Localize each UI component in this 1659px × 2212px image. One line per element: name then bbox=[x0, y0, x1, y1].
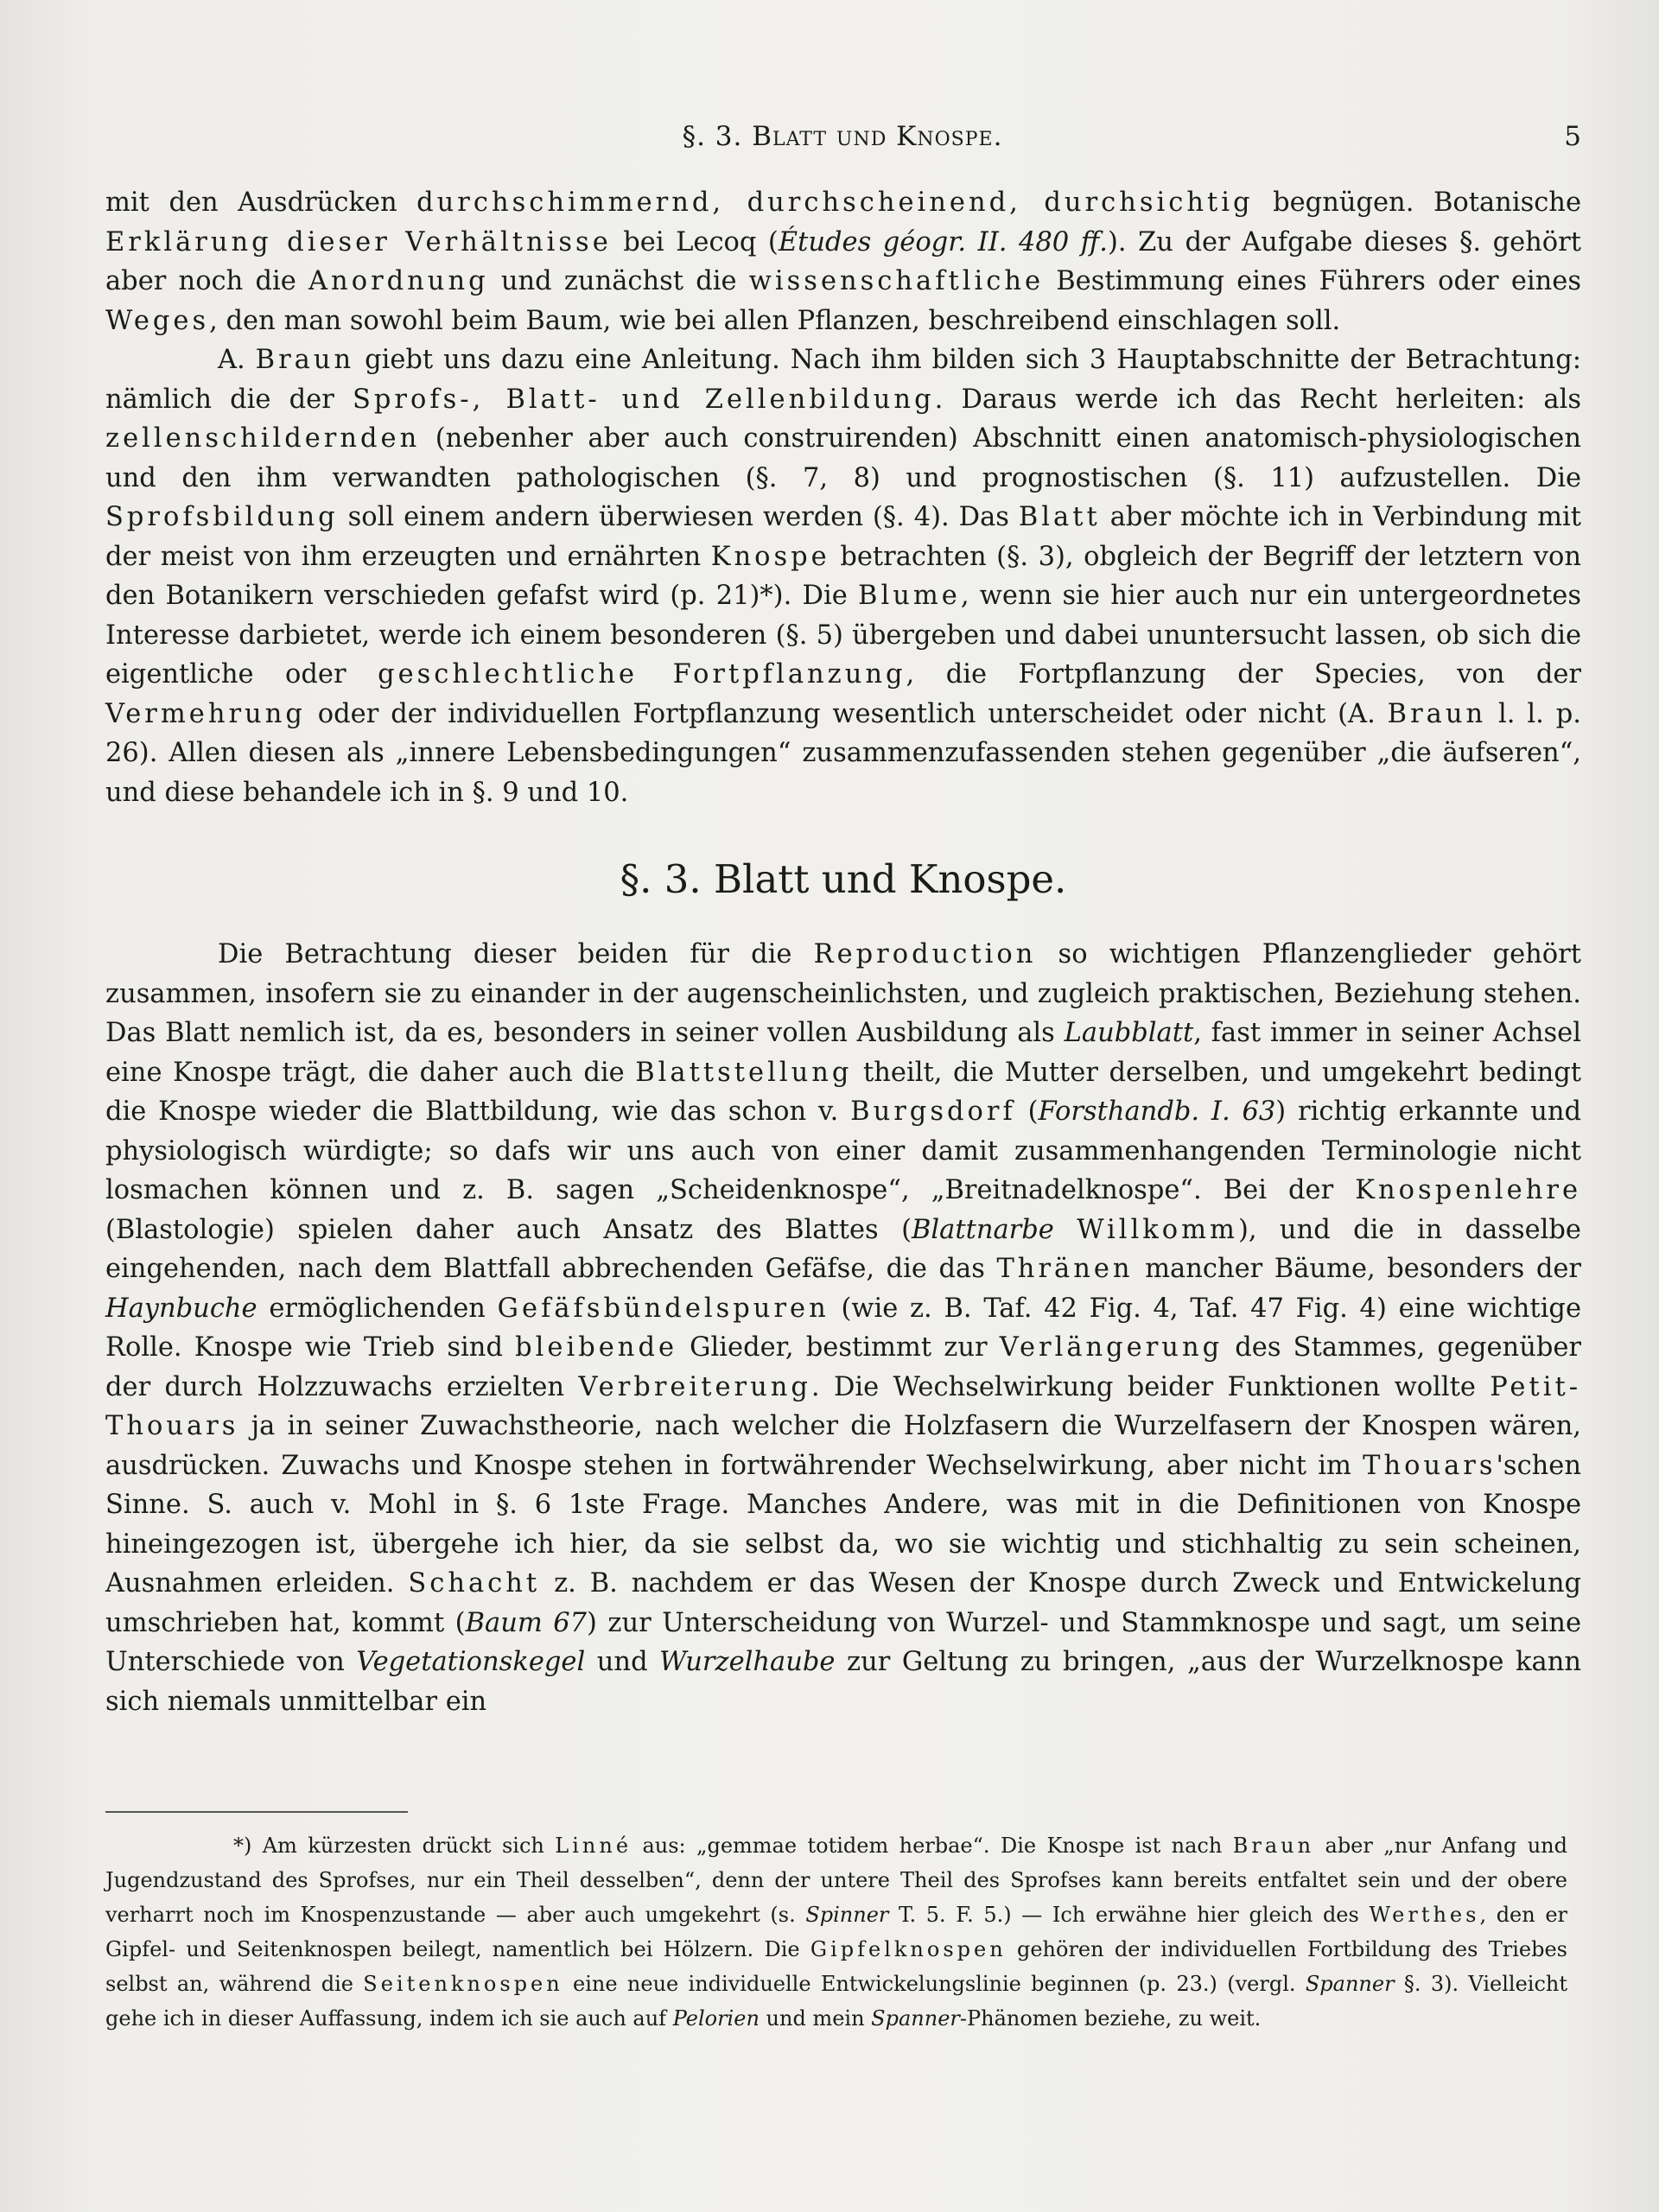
text-run: 'schen Sinne. S. auch v. Mohl in §. 6 1ste Frage. Manches Andere, was mit in die Definitionen von Knospe hineingezogen ist, übergehe ich hier, da sie selbst da, wo sie wichtig und stichhaltig zu sein scheinen, Ausnahmen erleiden. bbox=[105, 1450, 1581, 1599]
text-run: ) richtig erkannte und physiologisch würdigte; so dafs wir uns auch von einer damit zusammenhangenden Terminologie nicht losmachen können und z. B. sagen „Scheidenknospe“, „Breitnadelknospe“. Bei der bbox=[105, 1096, 1582, 1205]
text-run: soll einem andern überwiesen werden (§. 4). Das bbox=[338, 502, 1019, 532]
text-run: aus: „gemmae totidem herbae“. Die Knospe ist nach bbox=[632, 1834, 1233, 1858]
paragraph-1 bbox=[105, 183, 1581, 340]
text-run: zur Geltung zu bringen, „aus der Wurzelknospe kann sich niemals unmittelbar ein bbox=[105, 1647, 1581, 1717]
text-run: mit den Ausdrücken bbox=[105, 188, 417, 218]
spaced-text: Blume bbox=[858, 581, 961, 611]
spaced-text: Gipfelknospen bbox=[810, 1937, 1007, 1961]
italic-text: Spinner bbox=[805, 1903, 889, 1927]
spaced-text: Sprofsbildung bbox=[105, 502, 339, 532]
spaced-text: Blattstellung bbox=[635, 1057, 853, 1088]
text-run: , wenn sie hier auch nur ein untergeordnetes Interesse darbietet, werde ich einem besonderen (§. 5) übergeben und dabei ununtersucht lassen, ob sich die eigentliche oder bbox=[105, 581, 1581, 690]
text-run: ), und die in dasselbe eingehenden, nach dem Blattfall abbrechenden Gefäfse, die das bbox=[105, 1214, 1581, 1284]
text-run: so wichtigen Pflanzenglieder gehört zusammen, insofern sie zu einander in der augenscheinlichsten, und zugleich praktischen, Beziehung stehen. Das Blatt nemlich ist, da es, besonders in seiner vollen Ausbildung als bbox=[105, 939, 1582, 1048]
paragraph-3 bbox=[105, 935, 1581, 1721]
spaced-text: durchschimmernd, durchscheinend, durchsichtig bbox=[416, 188, 1254, 218]
text-run: (nebenher aber auch construirenden) Abschnitt einen anatomisch-physiologischen und den ihm verwandten pathologischen (§. 7, 8) und prognostischen (§. 11) aufzustellen. Die bbox=[105, 423, 1581, 493]
text-run: gehören der individuellen Fortbildung des Triebes selbst an, während die bbox=[105, 1937, 1567, 1996]
italic-text: Blattnarbe bbox=[911, 1214, 1054, 1245]
spaced-text: Schacht bbox=[408, 1568, 541, 1599]
spaced-text: Braun bbox=[1232, 1834, 1315, 1858]
text-run: und bbox=[585, 1647, 660, 1677]
spaced-text: Verlängerung bbox=[999, 1332, 1224, 1363]
italic-text: Wurzelhaube bbox=[659, 1647, 836, 1677]
text-run: des Stammes, gegenüber der durch Holzzuwachs erzielten bbox=[105, 1332, 1581, 1402]
text-run: und zunächst die bbox=[488, 266, 749, 296]
text-run: (Blastologie) spielen daher auch Ansatz des Blattes ( bbox=[105, 1214, 912, 1245]
spaced-text: Anordnung bbox=[308, 266, 489, 296]
text-run: l. l. p. 26). Allen diesen als „innere Lebensbedingungen“ zusammenzufassenden stehen gegenüber „die äufseren“, und diese behandele ich in §. 9 und 10. bbox=[105, 698, 1581, 808]
text-run: , fast immer in seiner Achsel eine Knospe trägt, die daher auch die bbox=[105, 1018, 1581, 1088]
text-run: ja in seiner Zuwachstheorie, nach welcher die Holzfasern die Wurzelfasern der Knospen wären, ausdrücken. Zuwachs und Knospe stehen in fortwährender Wechselwirkung, aber nicht im bbox=[105, 1411, 1581, 1481]
italic-text: Baum 67 bbox=[465, 1607, 588, 1638]
spaced-text: Verbreiterung bbox=[578, 1371, 811, 1402]
text-run: . Daraus werde ich das Recht herleiten: als bbox=[934, 384, 1581, 415]
spaced-text: Willkomm bbox=[1077, 1214, 1238, 1245]
spaced-text: Erklärung dieser Verhältnisse bbox=[105, 226, 612, 257]
text-run: theilt, die Mutter derselben, und umgekehrt bedingt die Knospe wieder die Blattbildung, wie das schon v. bbox=[105, 1057, 1581, 1127]
text-run bbox=[1054, 1215, 1077, 1245]
text-run: , den man sowohl beim Baum, wie bei allen Pflanzen, beschreibend einschlagen soll. bbox=[209, 305, 1341, 336]
text-run: bei Lecoq ( bbox=[611, 226, 779, 257]
italic-text: Études géogr. II. 480 ff. bbox=[778, 226, 1108, 257]
text-run: z. B. nachdem er das Wesen der Knospe durch Zweck und Entwickelung umschrieben hat, kommt ( bbox=[105, 1568, 1581, 1638]
italic-text: Forsthandb. I. 63 bbox=[1038, 1096, 1276, 1127]
spaced-text: Burgsdorf bbox=[850, 1096, 1016, 1127]
text-run: mancher Bäume, besonders der bbox=[1133, 1254, 1582, 1284]
main-text bbox=[105, 183, 1581, 1721]
text-run: begnügen. Botanische bbox=[1253, 188, 1581, 218]
spaced-text: Vermehrung bbox=[105, 698, 306, 729]
spaced-text: Sprofs-, Blatt- und Zellenbildung bbox=[352, 384, 935, 415]
text-run: A. bbox=[218, 345, 256, 375]
text-run: T. 5. F. 5.) — Ich erwähne hier gleich des bbox=[888, 1903, 1370, 1927]
text-run: Bestimmung eines Führers oder eines bbox=[1044, 266, 1581, 296]
footnote-text bbox=[105, 1828, 1567, 2036]
text-run: -Phänomen beziehe, zu weit. bbox=[959, 2006, 1262, 2031]
spaced-text: Thouars bbox=[1363, 1450, 1497, 1481]
text-run: aber möchte ich in Verbindung mit der meist von ihm erzeugten und ernährten bbox=[105, 502, 1582, 572]
spaced-text: Linné bbox=[555, 1834, 632, 1858]
running-head bbox=[104, 121, 1581, 161]
text-run: ). Zu der Aufgabe dieses §. gehört aber noch die bbox=[105, 226, 1581, 296]
spaced-text: geschlechtliche Fortpflanzung bbox=[378, 659, 906, 690]
text-run: und mein bbox=[759, 2006, 872, 2031]
page-number: 5 bbox=[1564, 121, 1581, 152]
text-run: ermöglichenden bbox=[257, 1293, 498, 1324]
text-run: Die Betrachtung dieser beiden für die bbox=[218, 939, 814, 969]
italic-text: Pelorien bbox=[672, 2006, 760, 2031]
text-run: . Die Wechselwirkung beider Funktionen wollte bbox=[810, 1371, 1491, 1402]
italic-text: Vegetationskegel bbox=[356, 1647, 586, 1677]
spaced-text: Weges bbox=[105, 305, 210, 336]
text-run: , den er Gipfel- und Seitenknospen beilegt, namentlich bei Hölzern. Die bbox=[105, 1903, 1567, 1961]
spaced-text: Knospe bbox=[710, 541, 830, 572]
spaced-text: Werthes bbox=[1369, 1903, 1480, 1927]
text-run: *) Am kürzesten drückt sich bbox=[233, 1834, 556, 1858]
spaced-text: Thränen bbox=[996, 1254, 1134, 1284]
spaced-text: Braun bbox=[255, 345, 355, 375]
text-run: oder der individuellen Fortpflanzung wesentlich unterscheidet oder nicht (A. bbox=[305, 698, 1388, 729]
text-run: eine neue individuelle Entwickelungslinie beginnen (p. 23.) (vergl. bbox=[563, 1972, 1306, 1996]
text-run: giebt uns dazu eine Anleitung. Nach ihm bilden sich 3 Hauptabschnitte der Betrachtung: nämlich die der bbox=[105, 345, 1582, 415]
text-run: aber „nur Anfang und Jugendzustand des Sprofses, nur ein Theil desselben“, denn der untere Theil des Sprofses kann bereits entfaltet sein und der obere verharrt noch im Knospenzustande — aber auch umgekehrt (s. bbox=[105, 1834, 1568, 1927]
text-run: §. 3). Vielleicht gehe ich in dieser Auffassung, indem ich sie auch auf bbox=[105, 1972, 1567, 2031]
section-heading: §. 3. Blatt und Knospe. bbox=[620, 856, 1067, 902]
spaced-text: Blatt bbox=[1018, 502, 1101, 532]
footnote bbox=[105, 1828, 1567, 2036]
italic-text: Haynbuche bbox=[105, 1293, 257, 1324]
text-run: betrachten (§. 3), obgleich der Begriff der letztern von den Botanikern verschieden gefafst wird (p. 21)*). Die bbox=[105, 541, 1581, 611]
running-head-title: §. 3. Blatt und Knospe. bbox=[682, 121, 1003, 152]
spaced-text: Knospenlehre bbox=[1355, 1175, 1581, 1205]
text-run: ( bbox=[1015, 1096, 1039, 1127]
text-run: ) zur Unterscheidung von Wurzel- und Stammknospe und sagt, um seine Unterschiede von bbox=[105, 1607, 1581, 1677]
spaced-text: Gefäfsbündelspuren bbox=[497, 1293, 830, 1324]
footnote-rule bbox=[105, 1811, 408, 1813]
spaced-text: Seitenknospen bbox=[363, 1972, 563, 1996]
text-run: , die Fortpflanzung der Species, von der bbox=[906, 659, 1581, 690]
paragraph-2 bbox=[105, 340, 1581, 812]
text-run: (wie z. B. Taf. 42 Fig. 4, Taf. 47 Fig. 4) eine wichtige Rolle. Knospe wie Trieb sind bbox=[105, 1293, 1581, 1363]
text-run: Glieder, bestimmt zur bbox=[677, 1332, 1000, 1363]
italic-text: Laubblatt bbox=[1064, 1018, 1194, 1048]
spaced-text: Braun bbox=[1387, 698, 1487, 729]
italic-text: Spanner bbox=[1305, 1972, 1395, 1996]
spaced-text: Reproduction bbox=[813, 939, 1037, 969]
spaced-text: bleibende bbox=[515, 1332, 678, 1363]
spaced-text: wissenschaftliche bbox=[748, 266, 1045, 296]
spaced-text: Petit-Thouars bbox=[105, 1371, 1582, 1441]
italic-text: Spanner bbox=[871, 2006, 960, 2031]
spaced-text: zellenschildernden bbox=[105, 423, 421, 454]
